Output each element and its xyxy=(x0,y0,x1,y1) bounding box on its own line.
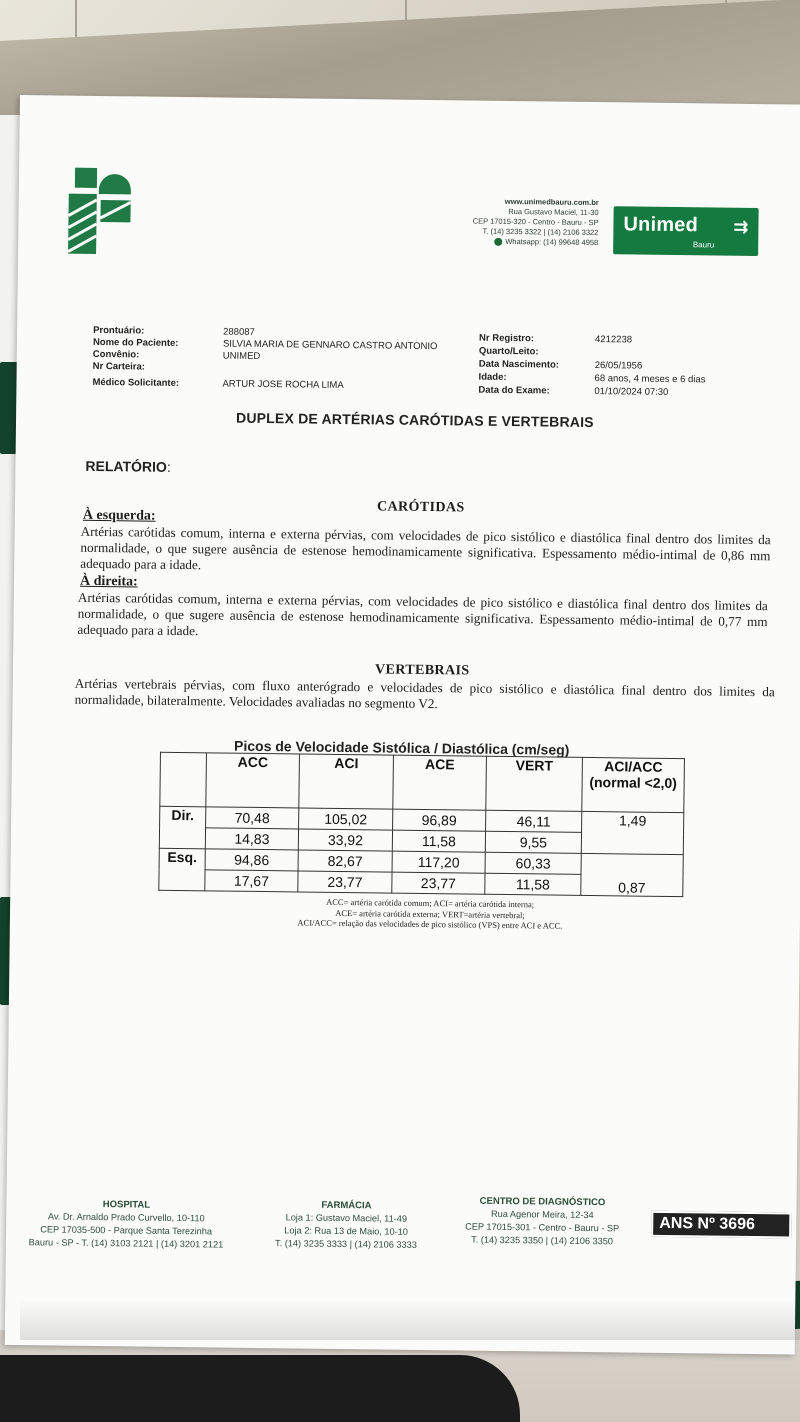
velocity-table-title: Picos de Velocidade Sistólica / Diastólica (cm/seg) xyxy=(233,737,570,758)
whatsapp-line: Whatsapp: (14) 99648 4958 xyxy=(505,236,599,248)
legend-line: ACC= artéria carótida comum; ACI= artéria carótida interna; xyxy=(326,896,535,910)
esquerda-heading: À esquerda: xyxy=(82,507,156,524)
cell-value: 96,89 xyxy=(393,809,486,831)
col-header-vert: VERT xyxy=(486,756,583,811)
direita-paragraph: Artérias carótidas comum, interna e externa pérvias, com velocidades de pico sistólico e diastólica final dentro dos limites da normalidade, o que sugere ausência de estenose hemodinamicamente significativa. Espessamento médio-intimal de 0,77 mm adequado para a idade. xyxy=(77,589,768,639)
footer-farmacia xyxy=(256,1198,437,1252)
cell-value: 23,77 xyxy=(392,872,485,894)
idade-label: Idade: xyxy=(478,371,507,383)
address-line: Rua Gustavo Maciel, 11-30 xyxy=(508,206,599,218)
hospital-line: Av. Dr. Arnaldo Prado Curvello, 10-110 xyxy=(47,1211,205,1224)
prontuario-label: Prontuário: xyxy=(93,324,145,337)
carteira-label: Nr Carteira: xyxy=(92,360,146,373)
cell-value: 11,58 xyxy=(392,830,485,852)
cell-value: 17,67 xyxy=(205,870,298,892)
farmacia-title: FARMÁCIA xyxy=(321,1199,372,1212)
relatorio-heading xyxy=(85,458,170,475)
brand-mark-icon: ⇉ xyxy=(733,216,749,237)
idade-value: 68 anos, 4 meses e 6 dias xyxy=(594,373,706,386)
cell-value: 33,92 xyxy=(298,829,392,851)
hospital-line: CEP 17035-500 - Parque Santa Terezinha xyxy=(40,1224,213,1237)
unimed-brand xyxy=(613,206,759,256)
cell-value: 11,58 xyxy=(485,873,581,895)
nome-label: Nome do Paciente: xyxy=(92,336,179,349)
brand-name: Unimed xyxy=(623,213,699,237)
table-legend xyxy=(250,896,610,932)
ratio-esq: 0,87 xyxy=(581,853,684,896)
convenio-value: UNIMED xyxy=(222,350,261,362)
col-header-ratio: ACI/ACC (normal <2,0) xyxy=(582,757,685,812)
hospital-title: HOSPITAL xyxy=(102,1199,151,1211)
table-header-row xyxy=(160,752,685,812)
farmacia-line: Loja 2: Rua 13 de Maio, 10-10 xyxy=(284,1225,408,1237)
cell-value: 60,33 xyxy=(485,852,581,874)
ans-registration-badge: ANS Nº 3696 xyxy=(651,1211,791,1239)
relatorio-label: RELATÓRIO xyxy=(85,457,167,475)
farmacia-line: Loja 1: Gustavo Maciel, 11-49 xyxy=(285,1212,408,1224)
centro-title: CENTRO DE DIAGNÓSTICO xyxy=(479,1195,606,1209)
farmacia-line: T. (14) 3235 3333 | (14) 2106 3333 xyxy=(275,1238,417,1250)
convenio-label: Convênio: xyxy=(92,348,140,361)
cell-value: 14,83 xyxy=(205,828,298,850)
cell-value: 94,86 xyxy=(205,849,298,871)
col-header-ace: ACE xyxy=(393,755,487,810)
cell-value: 23,77 xyxy=(298,871,392,893)
unimed-logo-icon xyxy=(66,166,137,262)
registro-value: 4212238 xyxy=(594,334,633,346)
corner-cell xyxy=(160,752,207,807)
col-header-aci: ACI xyxy=(299,754,394,809)
ratio-dir: 1,49 xyxy=(581,811,684,854)
legend-line: ACI/ACC= relação das velocidades de pico sistólico (VPS) entre ACI e ACC. xyxy=(297,917,563,931)
contact-block xyxy=(418,196,599,248)
vertebrais-paragraph: Artérias vertebrais pérvias, com fluxo anterógrado e velocidades de pico sistólico e diastólica final dentro dos limites da normalidade, bilateralmente. Velocidades avaliadas no segmento V2. xyxy=(74,675,775,712)
esquerda-paragraph: Artérias carótidas comum, interna e externa pérvias, com velocidades de pico sistólico e diastólica final dentro dos limites da normalidade, o que sugere ausência de estenose hemodinamicamente significativa. Espessamento médio-intimal de 0,86 mm adequado para a idade. xyxy=(80,523,771,573)
exame-value: 01/10/2024 07:30 xyxy=(594,386,669,398)
nome-value: SILVIA MARIA DE GENNARO CASTRO ANTONIO xyxy=(222,338,438,353)
nascimento-label: Data Nascimento: xyxy=(478,358,560,371)
velocity-table xyxy=(158,752,685,897)
cell-value: 46,11 xyxy=(486,810,582,832)
brand-city: Bauru xyxy=(692,240,715,250)
nascimento-value: 26/05/1956 xyxy=(594,360,643,372)
phone-line: T. (14) 3235 3322 | (14) 2106 3322 xyxy=(482,226,599,238)
centro-line: Rua Agenor Meira, 12-34 xyxy=(490,1208,594,1221)
direita-heading: À direita: xyxy=(79,573,138,590)
cep-line: CEP 17015-320 - Centro - Bauru - SP xyxy=(472,216,599,228)
exam-title: DUPLEX DE ARTÉRIAS CARÓTIDAS E VERTEBRAIS xyxy=(235,409,594,431)
row-label-esq: Esq. xyxy=(159,848,206,891)
prontuario-value: 288087 xyxy=(223,326,255,338)
website-link[interactable]: www.unimedbauru.com.br xyxy=(504,196,599,208)
dark-object xyxy=(0,1355,520,1422)
medico-label: Médico Solicitante: xyxy=(92,376,180,389)
hospital-line: Bauru - SP - T. (14) 3103 2121 | (14) 3201 2121 xyxy=(28,1237,224,1250)
cell-value: 105,02 xyxy=(299,808,393,830)
vertebrais-heading: VERTEBRAIS xyxy=(374,662,470,679)
whatsapp-icon xyxy=(494,238,502,246)
exam-report-page xyxy=(5,95,800,1355)
carotidas-heading: CARÓTIDAS xyxy=(376,499,465,516)
exame-label: Data do Exame: xyxy=(478,384,550,397)
medico-value: ARTUR JOSE ROCHA LIMA xyxy=(222,378,344,391)
registro-label: Nr Registro: xyxy=(478,332,535,345)
footer-hospital xyxy=(6,1197,247,1252)
footer-centro xyxy=(442,1194,643,1248)
quarto-label: Quarto/Leito: xyxy=(478,345,539,358)
cell-value: 70,48 xyxy=(206,807,299,829)
centro-line: CEP 17015-301 - Centro - Bauru - SP xyxy=(465,1221,620,1234)
centro-line: T. (14) 3235 3350 | (14) 2106 3350 xyxy=(471,1234,614,1247)
cell-value: 82,67 xyxy=(298,850,392,872)
relatorio-colon: : xyxy=(166,458,171,475)
col-header-acc: ACC xyxy=(206,753,300,808)
legend-line: ACE= artéria carótida externa; VERT=artéria vertebral; xyxy=(335,907,525,920)
cell-value: 117,20 xyxy=(392,851,485,873)
paper-shadow xyxy=(20,1300,800,1340)
row-label-dir: Dir. xyxy=(159,806,206,849)
cell-value: 9,55 xyxy=(485,831,581,853)
